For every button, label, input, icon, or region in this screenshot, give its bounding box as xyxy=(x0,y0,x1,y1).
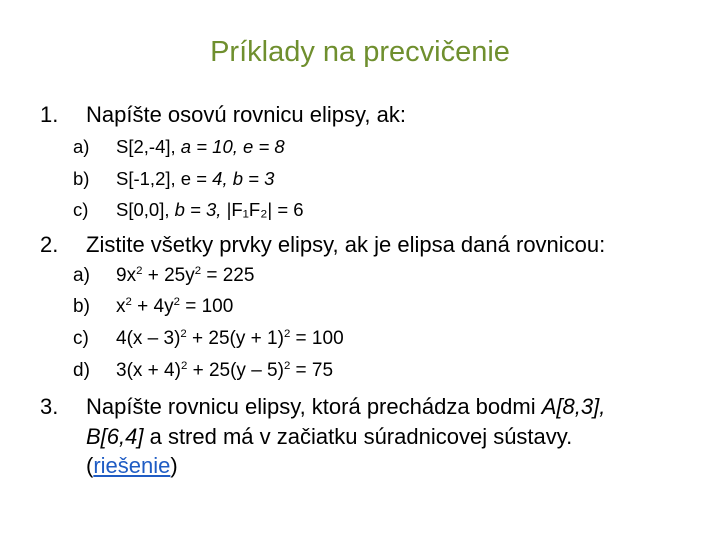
question-2-number: 2. xyxy=(40,232,59,257)
question-3-number: 3. xyxy=(40,394,59,419)
point-a: A[8,3], xyxy=(541,394,606,419)
q1-item-b-label: b) xyxy=(73,168,90,189)
question-1-text: Napíšte osovú rovnicu elipsy, ak: xyxy=(86,102,406,127)
q1-item-a-expr: S[2,-4], a = 10, e = 8 xyxy=(116,136,285,157)
solution-link[interactable]: riešenie xyxy=(93,453,171,478)
q1-item-c-expr: S[0,0], b = 3, |F₁F₂| = 6 xyxy=(116,199,304,220)
q2-item-d-label: d) xyxy=(73,360,90,381)
q2-item-c-equation: $4(x - 3)^2 + 25(y + 1)^2 = 100$ xyxy=(116,328,344,349)
q2-item-a-label: a) xyxy=(73,265,90,286)
question-1-number: 1. xyxy=(40,102,59,127)
question-2-text: Zistite všetky prvky elipsy, ak je elipsa daná rovnicou: xyxy=(86,232,606,257)
question-3-text-line3: (riešenie) xyxy=(86,453,178,478)
q2-item-b-equation: $x^2 + 4y^2 = 100$ xyxy=(116,296,234,317)
q1-item-a-label: a) xyxy=(73,136,90,157)
question-3-text-line1: Napíšte rovnicu elipsy, ktorá prechádza bodmi A[8,3], xyxy=(86,394,606,419)
q1-item-c-label: c) xyxy=(73,199,89,220)
q2-item-c-label: c) xyxy=(73,328,89,349)
slide-title: Príklady na precvičenie xyxy=(210,36,510,68)
question-3-text-line2: B[6,4] a stred má v začiatku súradnicovej sústavy. xyxy=(86,424,573,449)
point-b: B[6,4] xyxy=(86,424,144,449)
q2-item-b-label: b) xyxy=(73,296,90,317)
q2-item-d-equation: $3(x + 4)^2 + 25(y - 5)^2 = 75$ xyxy=(116,360,334,381)
q2-item-a-equation: $9x^2 + 25y^2 = 225$ xyxy=(116,265,255,286)
q1-item-b-expr: S[-1,2], e = 4, b = 3 xyxy=(116,168,275,189)
